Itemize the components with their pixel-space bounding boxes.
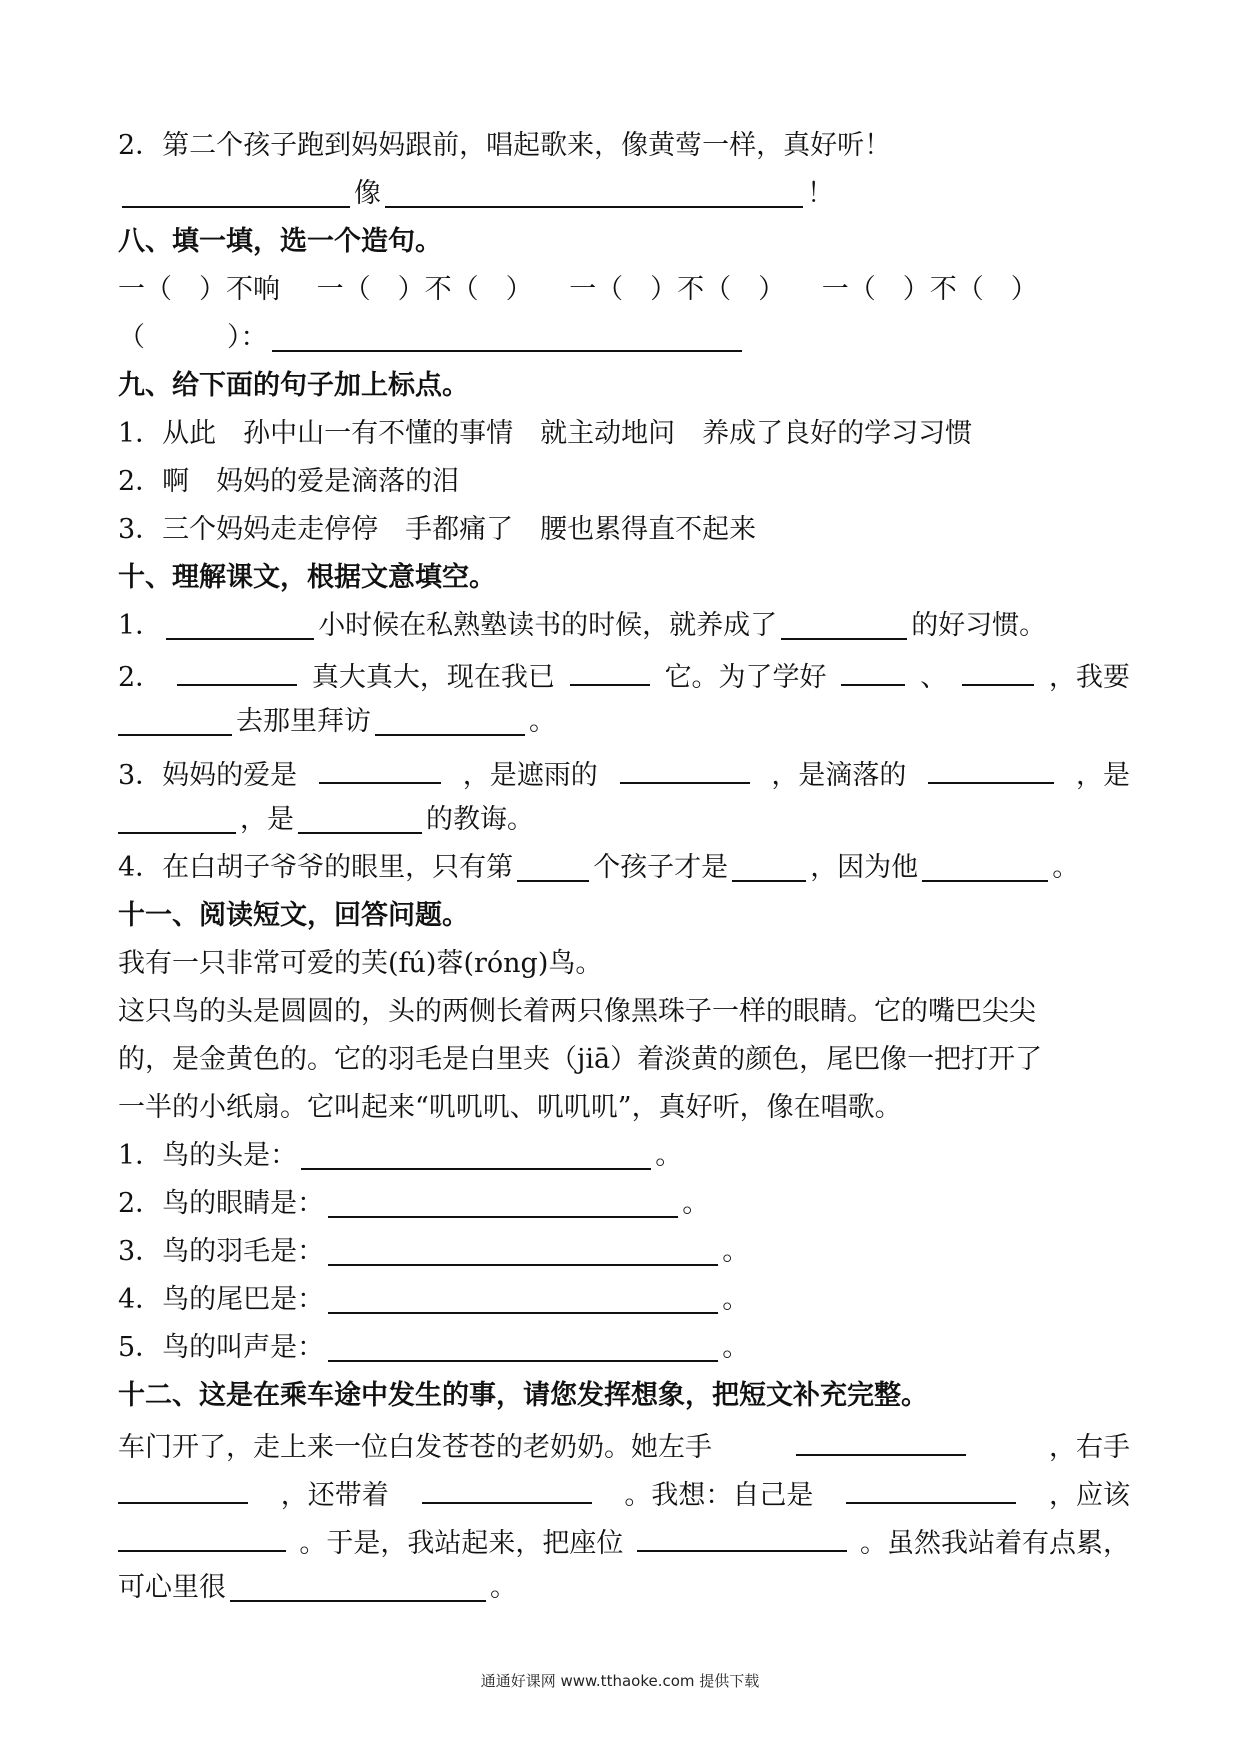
answer-blank[interactable] xyxy=(118,1472,248,1504)
section10-q2-line2 xyxy=(118,702,1130,742)
end-mark: 。 xyxy=(722,1284,750,1315)
question-text: 。 xyxy=(529,706,556,737)
section10-q1 xyxy=(118,606,1130,646)
page-footer: 通通好课网 www.tthaoke.com 提供下载 xyxy=(480,1672,760,1690)
section8-make-sentence xyxy=(118,318,1130,358)
end-mark: 。 xyxy=(722,1236,750,1267)
answer-blank[interactable] xyxy=(298,802,422,834)
section9-item: 2．啊 妈妈的爱是滴落的泪 xyxy=(118,466,460,497)
section8-items xyxy=(118,270,1130,310)
passage-text: 。于是，我站起来，把座位 xyxy=(299,1528,624,1559)
question-text: 个孩子才是 xyxy=(593,852,729,883)
section11-heading: 十一、阅读短文，回答问题。 xyxy=(118,900,469,931)
q7-item2-template xyxy=(118,174,1130,214)
section10-q2-line1 xyxy=(118,654,1130,698)
answer-blank[interactable] xyxy=(319,752,441,784)
answer-blank[interactable] xyxy=(962,654,1034,686)
end-mark: 。 xyxy=(722,1332,750,1363)
end-mark: 。 xyxy=(682,1188,710,1219)
passage-text: ，还带着 xyxy=(280,1480,389,1511)
section9-heading: 九、给下面的句子加上标点。 xyxy=(118,370,469,401)
section10-q3-line2 xyxy=(118,800,1130,840)
paren-open: （ xyxy=(118,322,145,353)
answer-blank[interactable] xyxy=(328,1186,678,1218)
question-text: 的好习惯。 xyxy=(911,610,1047,641)
answer-blank[interactable] xyxy=(328,1234,718,1266)
passage-text: ，右手 xyxy=(1049,1432,1130,1463)
section10-q4 xyxy=(118,848,1130,888)
question-text: 它。为了学好 xyxy=(664,662,827,693)
phrase-item: 一（ ）不（ ） xyxy=(569,274,786,305)
answer-blank[interactable] xyxy=(375,704,525,736)
answer-blank[interactable] xyxy=(177,654,297,686)
question-text: 。 xyxy=(1052,852,1080,883)
passage-text: ，应该 xyxy=(1048,1480,1130,1511)
question-text: 4．鸟的尾巴是： xyxy=(118,1284,325,1315)
passage-line: 这只鸟的头是圆圆的，头的两侧长着两只像黑珠子一样的眼睛。它的嘴巴尖尖 xyxy=(118,996,1036,1027)
section12-line1 xyxy=(118,1424,1130,1468)
answer-blank[interactable] xyxy=(517,850,589,882)
passage-text: 。 xyxy=(490,1572,517,1603)
question-text: 4．在白胡子爷爷的眼里，只有第 xyxy=(118,852,514,883)
section12-line4 xyxy=(118,1568,1130,1608)
section11-question xyxy=(118,1328,1130,1368)
answer-blank[interactable] xyxy=(781,608,907,640)
answer-blank[interactable] xyxy=(928,752,1054,784)
answer-blank[interactable] xyxy=(166,608,314,640)
question-text: ，我要 xyxy=(1048,662,1130,693)
phrase-item: 一（ ）不（ ） xyxy=(316,274,533,305)
question-text: ，是 xyxy=(1075,760,1130,791)
question-text: 的教诲。 xyxy=(426,804,534,835)
section11-question xyxy=(118,1232,1130,1272)
question-text: 、 xyxy=(920,662,948,693)
question-text: 2．鸟的眼睛是： xyxy=(118,1188,325,1219)
section9-item: 3．三个妈妈走走停停 手都痛了 腰也累得直不起来 xyxy=(118,514,757,545)
question-text: ，因为他 xyxy=(810,852,919,883)
answer-blank[interactable] xyxy=(570,654,650,686)
question-text: 3．鸟的羽毛是： xyxy=(118,1236,325,1267)
passage-text: 。虽然我站着有点累， xyxy=(859,1528,1130,1559)
answer-blank[interactable] xyxy=(230,1570,486,1602)
answer-blank[interactable] xyxy=(922,850,1048,882)
end-mark: 。 xyxy=(655,1140,683,1171)
passage-text: 。我想：自己是 xyxy=(624,1480,814,1511)
answer-blank[interactable] xyxy=(620,752,750,784)
question-number: 1． xyxy=(118,610,163,641)
answer-blank[interactable] xyxy=(118,802,236,834)
template-mid: 像 xyxy=(354,178,381,209)
answer-blank[interactable] xyxy=(637,1520,847,1552)
question-text: 1．鸟的头是： xyxy=(118,1140,298,1171)
section11-question xyxy=(118,1280,1130,1320)
answer-blank[interactable] xyxy=(122,176,350,208)
paren-close: ）： xyxy=(227,322,268,353)
answer-blank[interactable] xyxy=(328,1282,718,1314)
answer-blank[interactable] xyxy=(328,1330,718,1362)
answer-blank[interactable] xyxy=(118,1520,286,1552)
section9-item: 1．从此 孙中山一有不懂的事情 就主动地问 养成了良好的学习习惯 xyxy=(118,418,973,449)
question-text: ，是遮雨的 xyxy=(462,760,598,791)
answer-blank[interactable] xyxy=(841,654,905,686)
question-text: 5．鸟的叫声是： xyxy=(118,1332,325,1363)
question-text: 小时候在私熟塾读书的时候，就养成了 xyxy=(318,610,778,641)
section11-question xyxy=(118,1184,1130,1224)
section11-question xyxy=(118,1136,1130,1176)
section10-q3-line1 xyxy=(118,752,1130,796)
section8-heading: 八、填一填，选一个造句。 xyxy=(118,226,442,257)
section12-line3 xyxy=(118,1520,1130,1564)
question-text: 去那里拜访 xyxy=(236,706,371,737)
section12-line2 xyxy=(118,1472,1130,1516)
passage-line: 一半的小纸扇。它叫起来“叽叽叽、叽叽叽”，真好听，像在唱歌。 xyxy=(118,1092,902,1123)
question-text: 3．妈妈的爱是 xyxy=(118,760,298,791)
question-text: 真大真大，现在我已 xyxy=(311,662,555,693)
question-text: ，是滴落的 xyxy=(771,760,907,791)
answer-blank[interactable] xyxy=(272,320,742,352)
q7-item2-sentence: 2．第二个孩子跑到妈妈跟前，唱起歌来，像黄莺一样，真好听！ xyxy=(118,130,892,161)
question-text: ，是 xyxy=(240,804,294,835)
answer-blank[interactable] xyxy=(118,704,232,736)
answer-blank[interactable] xyxy=(732,850,806,882)
passage-line: 我有一只非常可爱的芙(fú)蓉(róng)鸟。 xyxy=(118,948,603,979)
question-number: 2． xyxy=(118,662,163,693)
passage-text: 车门开了，走上来一位白发苍苍的老奶奶。她左手 xyxy=(118,1432,712,1463)
answer-blank[interactable] xyxy=(301,1138,651,1170)
answer-blank[interactable] xyxy=(422,1472,592,1504)
answer-blank[interactable] xyxy=(385,176,803,208)
section12-heading: 十二、这是在乘车途中发生的事，请您发挥想象，把短文补充完整。 xyxy=(118,1380,928,1411)
phrase-item: 一（ ）不响 xyxy=(118,274,280,305)
passage-line: 的，是金黄色的。它的羽毛是白里夹（jiā）着淡黄的颜色，尾巴像一把打开了 xyxy=(118,1044,1043,1075)
answer-blank[interactable] xyxy=(796,1424,966,1456)
template-end: ！ xyxy=(807,178,834,209)
section10-heading: 十、理解课文，根据文意填空。 xyxy=(118,562,496,593)
phrase-item: 一（ ）不（ ） xyxy=(821,274,1038,305)
answer-blank[interactable] xyxy=(846,1472,1016,1504)
passage-text: 可心里很 xyxy=(118,1572,226,1603)
